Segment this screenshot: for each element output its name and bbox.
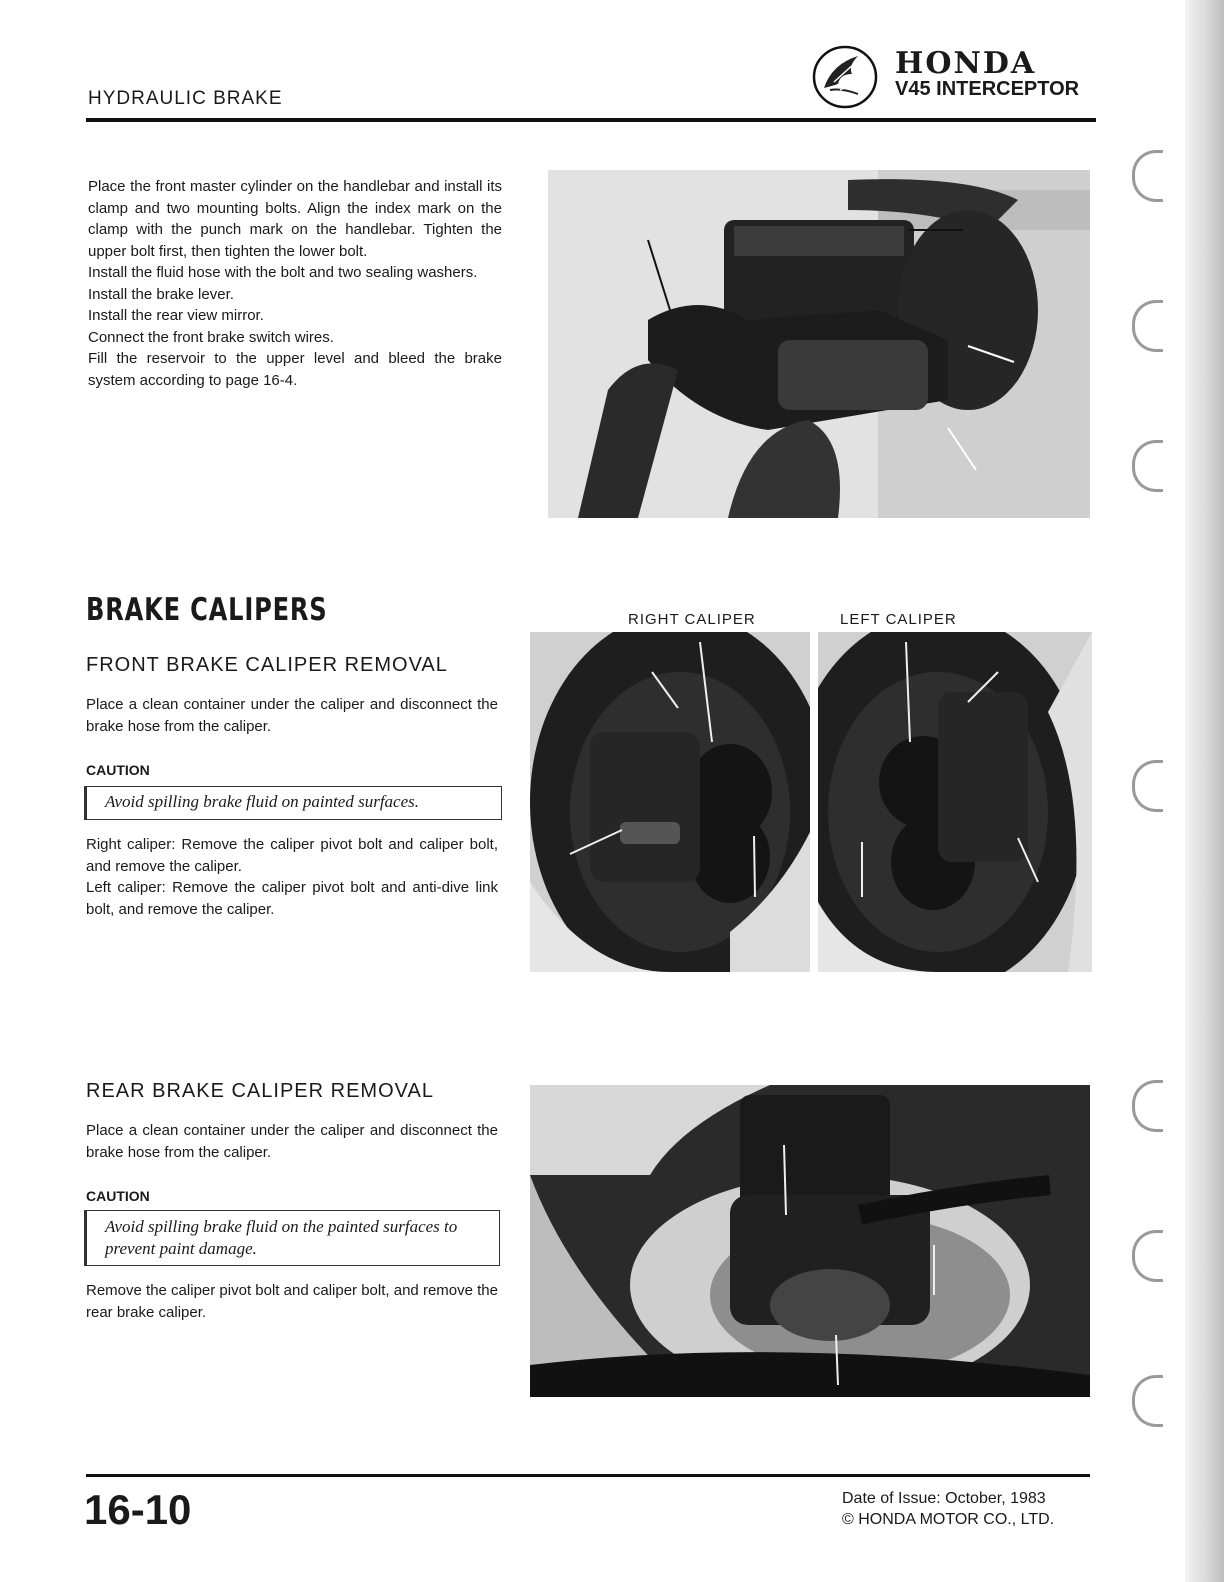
right-caliper-label: RIGHT CALIPER	[628, 611, 756, 628]
left-caliper-label: LEFT CALIPER	[840, 611, 957, 628]
issue-date: Date of Issue: October, 1983	[842, 1490, 1046, 1507]
binder-edge	[1185, 0, 1224, 1582]
right-caliper-photo	[530, 632, 810, 972]
rear-caliper-photo	[530, 1085, 1090, 1397]
binder-ring	[1132, 1080, 1163, 1132]
rear-caution-box: Avoid spilling brake fluid on the painted surfaces to prevent paint damage.	[84, 1210, 500, 1266]
binder-ring	[1132, 1375, 1163, 1427]
binder-ring	[1132, 440, 1163, 492]
brand-name: HONDA	[895, 46, 1037, 81]
section-title: HYDRAULIC BRAKE	[88, 88, 283, 109]
binder-ring	[1132, 760, 1163, 812]
honda-wing-logo	[812, 44, 878, 110]
binder-ring	[1132, 1230, 1163, 1282]
front-removal-subheading: FRONT BRAKE CALIPER REMOVAL	[86, 654, 448, 676]
rear-removal-intro: Place a clean container under the caliper and disconnect the brake hose from the caliper.	[86, 1122, 498, 1161]
front-caution-box: Avoid spilling brake fluid on painted surfaces.	[84, 786, 502, 820]
front-removal-steps: Right caliper: Remove the caliper pivot bolt and caliper bolt, and remove the caliper. Left caliper: Remove the caliper pivot bolt and anti-dive link bolt, and remove the caliper.	[86, 836, 498, 918]
front-removal-intro: Place a clean container under the caliper and disconnect the brake hose from the caliper.	[86, 696, 498, 735]
brake-calipers-heading: BRAKE CALIPERS	[86, 592, 328, 628]
binder-ring	[1132, 150, 1163, 202]
copyright: © HONDA MOTOR CO., LTD.	[842, 1511, 1055, 1528]
footer-rule	[86, 1474, 1090, 1477]
rear-caution-label: CAUTION	[86, 1188, 150, 1204]
rear-removal-subheading: REAR BRAKE CALIPER REMOVAL	[86, 1080, 434, 1102]
intro-paragraph: Place the front master cylinder on the handlebar and install its clamp and two mounting bolts. Align the index mark on the clamp with the punch mark on the handlebar. Tighten the upper bolt first, then tighten the lower bolt. Install the fluid hose with the bolt and two sealing washers. Install the brake lever. Install the rear view mirror. Connect the front brake switch wires. Fill the reservoir to the upper level and bleed the brake system according to page 16-4.	[88, 178, 502, 389]
header-rule	[86, 118, 1096, 122]
page-number: 16-10	[84, 1486, 192, 1533]
left-caliper-photo	[818, 632, 1092, 972]
rear-removal-steps: Remove the caliper pivot bolt and caliper bolt, and remove the rear brake caliper.	[86, 1282, 498, 1321]
binder-ring	[1132, 300, 1163, 352]
model-name: V45 INTERCEPTOR	[895, 78, 1080, 100]
issue-info	[842, 1488, 1054, 1530]
master-cylinder-photo	[548, 170, 1090, 518]
front-caution-label: CAUTION	[86, 762, 150, 778]
